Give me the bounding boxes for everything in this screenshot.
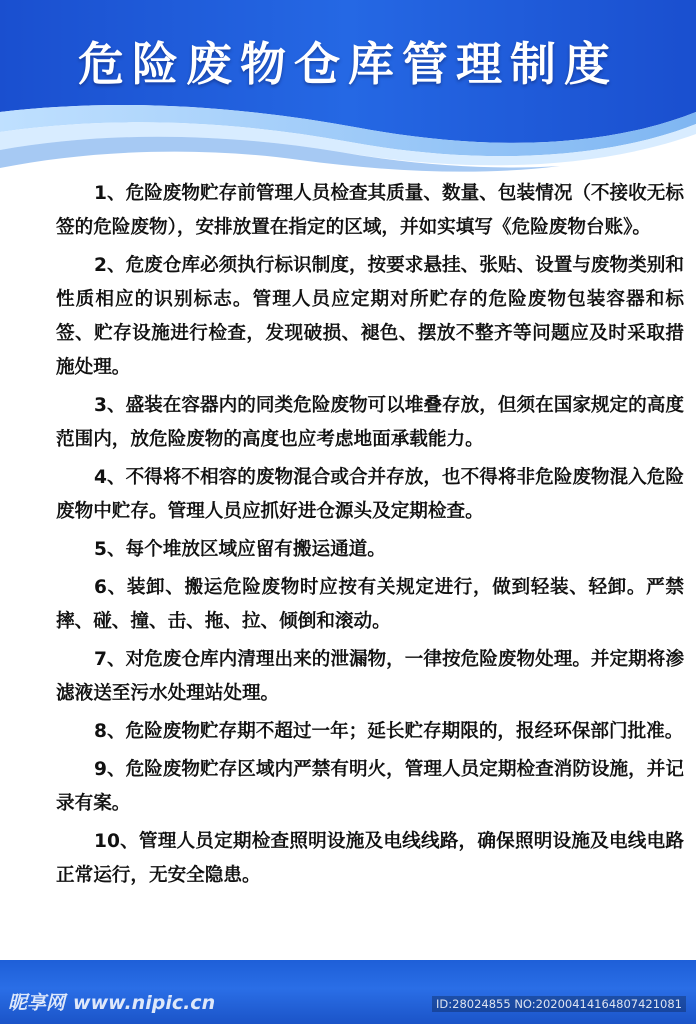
header-banner <box>0 0 696 200</box>
watermark <box>8 988 215 1015</box>
rule-item: 8、危险废物贮存期不超过一年；延长贮存期限的，报经环保部门批准。 <box>94 721 684 742</box>
rule-item: 2、危废仓库必须执行标识制度，按要求悬挂、张贴、设置与废物类别和性质相应的识别标志。管理人员应定期对所贮存的危险废物包装容器和标签、贮存设施进行检查，发现破损、褪色、摆放不整齐等问题应及时采取措施处理。 <box>56 255 684 378</box>
rule-item: 1、危险废物贮存前管理人员检查其质量、数量、包装情况（不接收无标签的危险废物），安排放置在指定的区域，并如实填写《危险废物台账》。 <box>56 183 684 238</box>
rule-item: 7、对危废仓库内清理出来的泄漏物，一律按危险废物处理。并定期将渗滤液送至污水处理站处理。 <box>56 649 684 704</box>
rules-list <box>56 177 684 897</box>
rule-item: 5、每个堆放区域应留有搬运通道。 <box>94 539 386 560</box>
rule-item: 9、危险废物贮存区域内严禁有明火，管理人员定期检查消防设施，并记录有案。 <box>56 759 684 814</box>
rule-item: 4、不得将不相容的废物混合或合并存放，也不得将非危险废物混入危险废物中贮存。管理人员应抓好进仓源头及定期检查。 <box>56 467 684 522</box>
rule-item: 6、装卸、搬运危险废物时应按有关规定进行，做到轻装、轻卸。严禁摔、碰、撞、击、拖、拉、倾倒和滚动。 <box>56 577 684 632</box>
rule-item: 10、管理人员定期检查照明设施及电线线路，确保照明设施及电线电路正常运行，无安全隐患。 <box>56 831 684 886</box>
image-id-label: ID:28024855 NO:20200414164807421081 <box>432 996 686 1012</box>
page-title: 危险废物仓库管理制度 <box>78 37 618 91</box>
watermark-url: www.nipic.cn <box>73 992 216 1014</box>
rule-item: 3、盛装在容器内的同类危险废物可以堆叠存放，但须在国家规定的高度范围内，放危险废物的高度也应考虑地面承载能力。 <box>56 395 684 450</box>
watermark-logo: 昵享网 <box>8 992 66 1014</box>
